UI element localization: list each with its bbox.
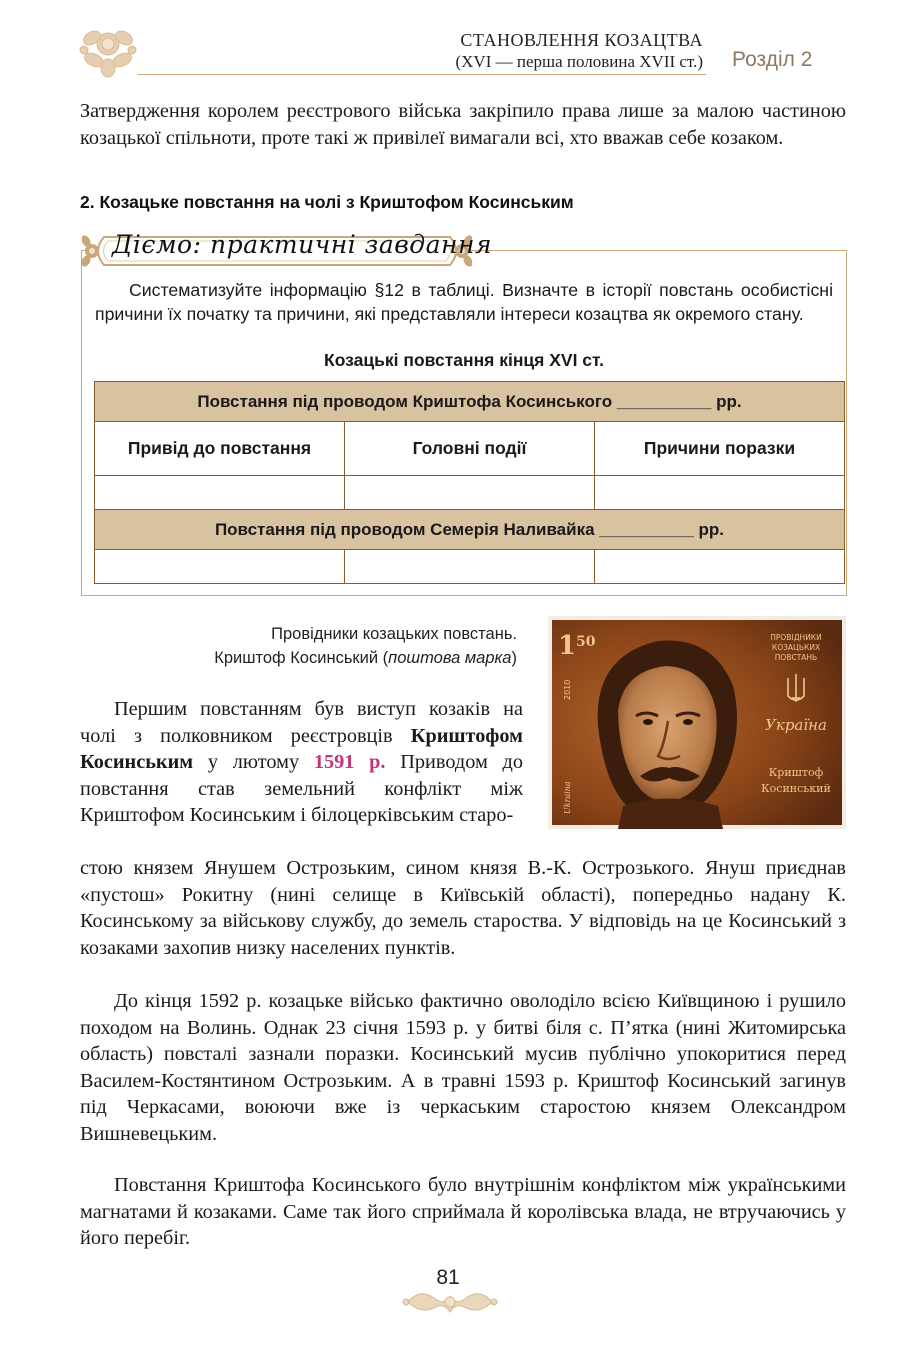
section-heading: 2. Козацьке повстання на чолі з Криштофом Косинським	[80, 192, 574, 212]
svg-text:ПРОВІДНИКИ: ПРОВІДНИКИ	[770, 633, 822, 642]
kosynsky-name: Криштофом Косинським	[80, 724, 523, 773]
svg-text:Ukraina: Ukraina	[563, 781, 572, 814]
svg-text:Україна: Україна	[765, 716, 827, 734]
stamp-caption	[200, 622, 517, 670]
table-cell-empty[interactable]	[95, 476, 345, 510]
svg-text:ПОВСТАНЬ: ПОВСТАНЬ	[774, 653, 818, 662]
table-cell-empty[interactable]	[595, 550, 845, 584]
footer-floral-ornament-icon	[400, 1282, 500, 1320]
table-header-events: Головні події	[345, 422, 595, 476]
table-band-nalyvaiko: Повстання під проводом Семерія Наливайка __________ рр.	[95, 510, 845, 550]
header-title: СТАНОВЛЕННЯ КОЗАЦТВА	[460, 30, 703, 50]
uprisings-table	[94, 381, 845, 584]
header-divider	[138, 74, 706, 75]
table-band-kosynsky: Повстання під проводом Криштофа Косинського __________ рр.	[95, 382, 845, 422]
intro-paragraph: Затвердження королем реєстрового війська закріпило права лише за малою частиною козацької спільноти, проте такі ж привілеї вимагали всі, хто вважав себе козаком.	[80, 100, 846, 149]
svg-text:1: 1	[558, 631, 577, 661]
task-instructions-text: Систематизуйте інформацію §12 в таблиці. Визначте в історії повстань особистісні причини їх початку та причини, які представляли інтереси козацтва як окремого стану.	[95, 280, 833, 324]
svg-text:Косинський: Косинський	[761, 782, 831, 795]
paragraph-uprising-course: До кінця 1592 р. козацьке військо фактично оволоділо всією Київщиною і рушило походом на Волинь. Однак 23 січня 1593 р. у битві біля с. П’ятка (нині Житомирська область) повсталі зазнали поразки. Косинський мусив публічно упокоритися перед Василем-Костянтином Острозьким. А в травні 1593 р. Криштоф Косинський загинув під Черкасами, воюючи вже із черкаським старостою князем Олександром Вишневецьким.	[80, 990, 846, 1145]
table-header-defeat: Причини поразки	[595, 422, 845, 476]
table-cell-empty[interactable]	[595, 476, 845, 510]
header-subtitle: (XVI — перша половина XVII ст.)	[455, 52, 703, 71]
date-1591: 1591 р.	[313, 751, 386, 773]
stamp-caption-line2: Криштоф Косинський (поштова марка)	[214, 649, 517, 667]
table-cell-empty[interactable]	[95, 550, 345, 584]
svg-text:2010: 2010	[563, 679, 572, 700]
stamp-caption-line1: Провідники козацьких повстань.	[271, 625, 517, 643]
table-header-cause	[95, 422, 345, 476]
paragraph-kosynsky-start: Першим повстанням був виступ козаків на чолі з полковником реєстровців Криштофом Косинським у лютому 1591 р. Приводом до повстання став земельний конфлікт між Криштофом Косинським і білоцерківським старо-	[80, 698, 524, 826]
header-floral-ornament-icon	[78, 22, 138, 78]
page-number: 81	[436, 1266, 460, 1289]
section-label: Розділ 2	[732, 48, 813, 71]
task-instructions	[95, 278, 833, 326]
table-header-cause-text: Привід до повстання	[127, 438, 312, 458]
paragraph-uprising-conclusion: Повстання Криштофа Косинського було внутрішнім конфліктом між українськими магнатами й козаками. Саме так його сприймала й королівська влада, не втручаючись у його перебіг.	[80, 1174, 846, 1249]
table-cell-empty[interactable]	[345, 550, 595, 584]
svg-text:КОЗАЦЬКИХ: КОЗАЦЬКИХ	[771, 643, 821, 652]
table-cell-empty[interactable]	[345, 476, 595, 510]
postage-stamp-image	[548, 616, 846, 829]
svg-text:50: 50	[576, 634, 596, 650]
table-caption: Козацькі повстання кінця XVI ст.	[324, 350, 604, 370]
paragraph-kosynsky-continued: стою князем Янушем Острозьким, сином князя В.-К. Острозького. Януш приєднав «пустош» Рокитну (нині селище в Київській області), попередньо надану К. Косинському за військову службу, до земель староства. У відповідь на це Косинський з козаками захопив низку населених пунктів.	[80, 857, 846, 959]
svg-text:Криштоф: Криштоф	[768, 766, 824, 779]
task-banner-title: Діємо: практичні завдання	[112, 230, 493, 259]
